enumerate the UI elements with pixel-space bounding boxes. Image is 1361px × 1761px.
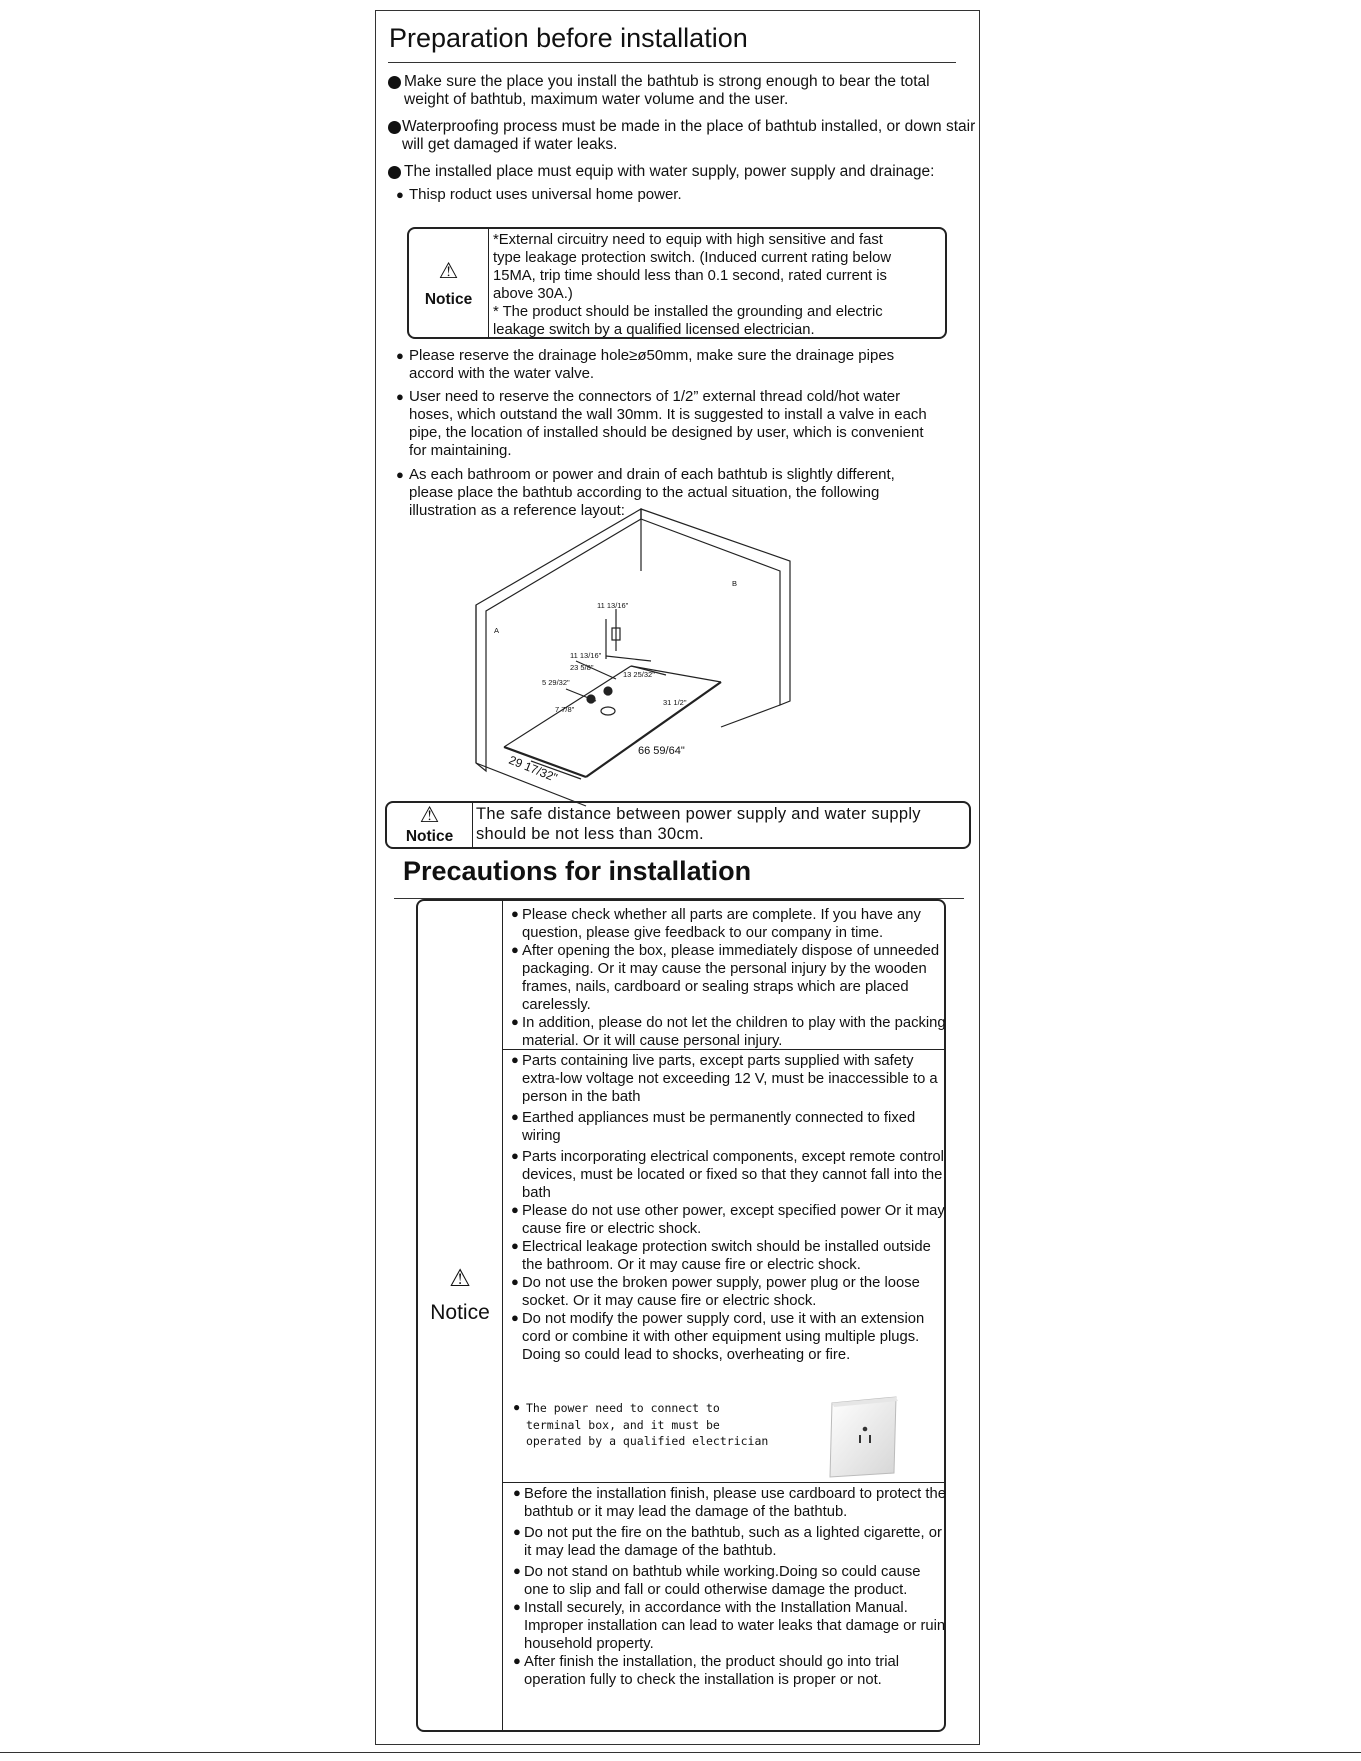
notice-label: Notice [430, 1301, 490, 1324]
svg-text:5 29/32": 5 29/32" [542, 678, 570, 687]
svg-text:A: A [494, 626, 500, 635]
section-title-precautions: Precautions for installation [403, 856, 752, 886]
precautions-table [416, 899, 946, 1732]
prep-sub-connectors: ● User need to reserve the connectors of 1/2” external thread cold/hot water hoses, which outstand the wall 30mm. It is suggested to install a valve in each pipe, the location of installed should be designed by user, which is convenient for maintaining. [396, 388, 927, 459]
list-item: ● Do not stand on bathtub while working.Doing so could cause one to slip and fall or could otherwise damage the product. [513, 1563, 921, 1598]
svg-text:7 7/8": 7 7/8" [555, 705, 575, 714]
svg-text:29 17/32": 29 17/32" [506, 752, 560, 785]
warning-triangle-icon: ⚠ [449, 1265, 471, 1292]
list-item: ● Do not put the fire on the bathtub, such as a lighted cigarette, or it may lead the damage of the bathtub. [513, 1524, 942, 1559]
notice-box-safe-distance [385, 801, 971, 849]
list-item: ● Parts containing live parts, except parts supplied with safety extra-low voltage not exceeding 12 V, must be inaccessible to a person in the bath [511, 1052, 938, 1105]
list-item: ● Please check whether all parts are complete. If you have any question, please give feedback to our company in time. [511, 906, 921, 941]
prep-item-strength: Make sure the place you install the bathtub is strong enough to bear the total weight of bathtub, maximum water volume and the user. [376, 73, 966, 109]
warning-triangle-icon: ⚠ [419, 802, 440, 827]
svg-text:B: B [732, 579, 738, 588]
precautions-section-electrical [504, 1052, 948, 1364]
list-item: ● After finish the installation, the product should go into trial operation fully to check the installation is proper or not. [513, 1653, 900, 1688]
list-item: ● Parts incorporating electrical components, except remote control devices, must be located or fixed so that they cannot fall into the bath [511, 1148, 944, 1201]
warning-triangle-icon: ⚠ [438, 258, 459, 283]
list-item: ● After opening the box, please immediately dispose of unneeded packaging. Or it may cause the personal injury by the wooden frames, nails, cardboard or sealing straps which are placed carelessly. [511, 942, 940, 1013]
precautions-section-finishing [506, 1485, 948, 1689]
wall-socket-icon [828, 1395, 900, 1479]
list-item-extra: Doing so could lead to shocks, overheating or fire. [522, 1347, 851, 1363]
list-item: ● Do not modify the power supply cord, use it with an extension cord or combine it with other equipment using multiple plugs. [511, 1310, 925, 1345]
svg-text:13 25/32": 13 25/32" [623, 670, 655, 679]
list-item: ● Install securely, in accordance with the Installation Manual. Improper installation can lead to water leaks that damage or ruin household property. [513, 1599, 946, 1652]
svg-text:23 5/8": 23 5/8" [570, 663, 594, 672]
prep-sub-power: ● Thisp roduct uses universal home power. [396, 186, 682, 203]
list-item: ● Electrical leakage protection switch should be installed outside the bathroom. Or it may cause fire or electric shock. [511, 1238, 931, 1273]
notice-text: *External circuitry need to equip with high sensitive and fast type leakage protection switch. (Induced current rating below 15MA, trip time should less than 0.1 second, rated current is above 30A.) * The product should be installed the grounding and electric leakage switch by a qualified licensed electrician. [493, 232, 892, 338]
svg-text:31 1/2": 31 1/2" [663, 698, 687, 707]
list-item: ● Do not use the broken power supply, power plug or the loose socket. Or it may cause fire or electric shock. [511, 1274, 920, 1309]
notice-label: Notice [424, 291, 473, 308]
prep-sub-layout: ● As each bathroom or power and drain of each bathtub is slightly different, please place the bathtub according to the actual situation, the following illustration as a reference layout: [396, 466, 895, 519]
list-item: ● Please do not use other power, except specified power Or it may cause fire or electric shock. [511, 1202, 945, 1237]
svg-text:11 13/16": 11 13/16" [570, 651, 602, 660]
terminal-box-note: ● The power need to connect to terminal box, and it must be operated by a qualified electrician [513, 1400, 769, 1448]
notice-label: Notice [405, 828, 454, 845]
prep-sub-drainage: ● Please reserve the drainage hole≥ø50mm, make sure the drainage pipes accord with the water valve. [396, 347, 895, 382]
list-item: ● Earthed appliances must be permanently connected to fixed wiring [511, 1109, 916, 1144]
list-item: ● Before the installation finish, please use cardboard to protect the bathtub or it may lead the damage of the bathtub. [513, 1485, 946, 1520]
safe-distance-text: The safe distance between power supply and water supply should be not less than 30cm. [476, 805, 921, 843]
precautions-section-unpacking [504, 906, 948, 1050]
section-title-preparation: Preparation before installation [389, 23, 748, 53]
svg-text:66 59/64": 66 59/64" [638, 745, 685, 757]
svg-text:11 13/16": 11 13/16" [597, 601, 629, 610]
prep-item-waterproofing: Waterproofing process must be made in the place of bathtub installed, or down stair will get damaged if water leaks. [376, 118, 976, 154]
page-bottom-rule [0, 1752, 1361, 1753]
prep-item-supply: The installed place must equip with water supply, power supply and drainage: [376, 163, 976, 181]
list-item: ● In addition, please do not let the children to play with the packing material. Or it will cause personal injury. [511, 1014, 946, 1049]
bathroom-layout-diagram [376, 11, 981, 811]
manual-page [375, 10, 980, 1745]
